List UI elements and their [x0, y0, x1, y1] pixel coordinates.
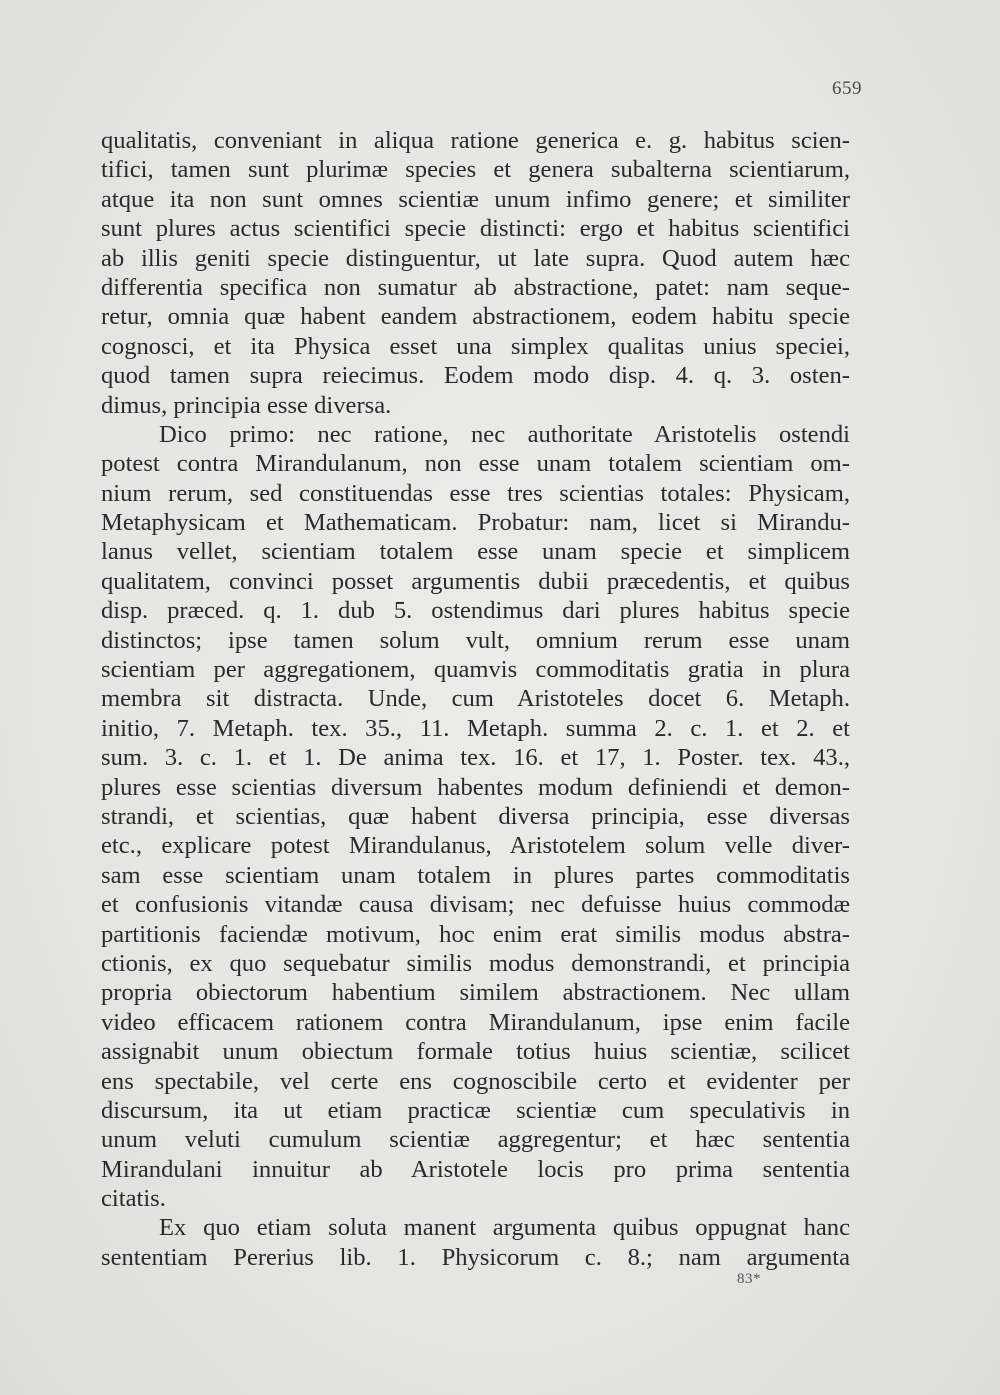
page-number: 659 — [832, 78, 862, 99]
text-line: disp. præced. q. 1. dub 5. ostendimus dari plures habitus specie — [101, 597, 850, 625]
text-line: sunt plures actus scientifici specie distincti: ergo et habitus scientifici — [101, 215, 850, 243]
signature-mark: 83* — [737, 1271, 761, 1287]
text-line: sum. 3. c. 1. et 1. De anima tex. 16. et 17, 1. Poster. tex. 43., — [101, 744, 850, 772]
text-line: discursum, ita ut etiam practicæ scientiæ cum speculativis in — [101, 1096, 850, 1124]
text-line: ab illis geniti specie distinguentur, ut late supra. Quod autem hæc — [101, 244, 850, 272]
text-line: lanus vellet, scientiam totalem esse unam specie et simplicem — [101, 538, 850, 566]
paragraph — [101, 420, 850, 1214]
text-line: et confusionis vitandæ causa divisam; nec defuisse huius commodæ — [101, 891, 850, 919]
body-text — [101, 126, 850, 1272]
text-line: propria obiectorum habentium similem abstractionem. Nec ullam — [101, 979, 850, 1007]
text-line: scientiam per aggregationem, quamvis commoditatis gratia in plura — [101, 656, 850, 684]
text-line: Dico primo: nec ratione, nec authoritate Aristotelis ostendi — [159, 420, 850, 448]
text-line: sam esse scientiam unam totalem in plures partes commoditatis — [101, 861, 850, 889]
text-line: Ex quo etiam soluta manent argumenta quibus oppugnat hanc — [159, 1214, 850, 1242]
text-line: ens spectabile, vel certe ens cognoscibile certo et evidenter per — [101, 1067, 850, 1095]
text-line: sententiam Pererius lib. 1. Physicorum c. 8.; nam argumenta — [101, 1243, 850, 1271]
text-line: quod tamen supra reiecimus. Eodem modo disp. 4. q. 3. osten- — [101, 362, 850, 390]
text-line: tifici, tamen sunt plurimæ species et genera subalterna scientiarum, — [101, 156, 850, 184]
text-line: atque ita non sunt omnes scientiæ unum infimo genere; et similiter — [101, 185, 850, 213]
text-line: differentia specifica non sumatur ab abstractione, patet: nam seque- — [101, 273, 850, 301]
text-line: plures esse scientias diversum habentes modum definiendi et demon- — [101, 773, 850, 801]
paragraph — [101, 1213, 850, 1272]
text-line: retur, omnia quæ habent eandem abstractionem, eodem habitu specie — [101, 303, 850, 331]
text-line: video efficacem rationem contra Mirandulanum, ipse enim facile — [101, 1008, 850, 1036]
text-line: cognosci, et ita Physica esset una simplex qualitas unius speciei, — [101, 332, 850, 360]
text-line: initio, 7. Metaph. tex. 35., 11. Metaph. summa 2. c. 1. et 2. et — [101, 714, 850, 742]
text-line: citatis. — [101, 1185, 166, 1213]
text-line: unum veluti cumulum scientiæ aggregentur; et hæc sententia — [101, 1126, 850, 1154]
text-line: ctionis, ex quo sequebatur similis modus demonstrandi, et principia — [101, 949, 850, 977]
text-line: potest contra Mirandulanum, non esse unam totalem scientiam om- — [101, 450, 850, 478]
paragraph — [101, 126, 850, 420]
text-line: nium rerum, sed constituendas esse tres scientias totales: Physicam, — [101, 479, 850, 507]
text-line: Metaphysicam et Mathematicam. Probatur: nam, licet si Mirandu- — [101, 509, 850, 537]
text-line: etc., explicare potest Mirandulanus, Aristotelem solum velle diver- — [101, 832, 850, 860]
text-line: qualitatem, convinci posset argumentis dubii præcedentis, et quibus — [101, 567, 850, 595]
text-line: partitionis faciendæ motivum, hoc enim erat similis modus abstra- — [101, 920, 850, 948]
text-line: assignabit unum obiectum formale totius huius scientiæ, scilicet — [101, 1038, 850, 1066]
text-line: strandi, et scientias, quæ habent diversa principia, esse diversas — [101, 802, 850, 830]
text-line: membra sit distracta. Unde, cum Aristoteles docet 6. Metaph. — [101, 685, 850, 713]
text-line: distinctos; ipse tamen solum vult, omnium rerum esse unam — [101, 626, 850, 654]
text-line: Mirandulani innuitur ab Aristotele locis pro prima sententia — [101, 1155, 850, 1183]
text-line: dimus, principia esse diversa. — [101, 391, 392, 419]
text-line: qualitatis, conveniant in aliqua ratione generica e. g. habitus scien- — [101, 127, 850, 154]
